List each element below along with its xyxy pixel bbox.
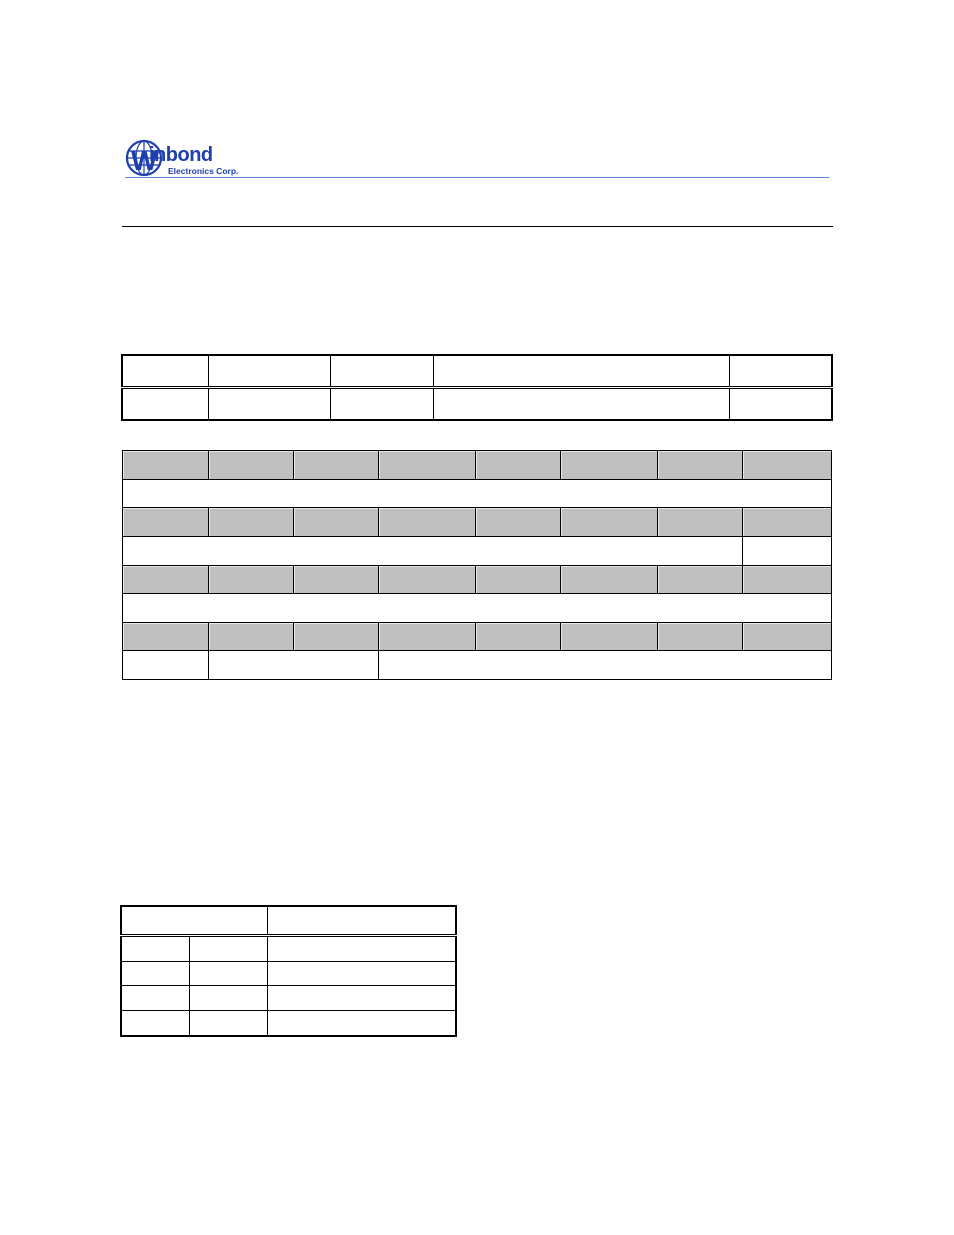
bit-cell [123, 508, 209, 537]
table-cell [122, 388, 208, 421]
field-row [123, 594, 832, 623]
bit-cell [123, 451, 209, 480]
bit-header-row [123, 451, 832, 480]
setting-table [120, 905, 457, 1037]
bit-cell [476, 565, 561, 594]
bit-cell [294, 508, 379, 537]
field-cell [123, 479, 832, 508]
table-cell [730, 388, 832, 421]
bit-cell [209, 622, 294, 651]
bit-cell [743, 565, 832, 594]
bit-cell [561, 622, 658, 651]
table-cell [121, 961, 189, 986]
table-row [121, 935, 456, 961]
field-row [123, 536, 832, 565]
bit-cell [658, 508, 743, 537]
field-cell [379, 651, 832, 680]
field-row [123, 651, 832, 680]
bit-cell [743, 508, 832, 537]
bit-cell [658, 451, 743, 480]
bit-cell [123, 565, 209, 594]
table-cell [267, 1011, 456, 1036]
bit-cell [658, 565, 743, 594]
bit-cell [379, 508, 476, 537]
table-cell [267, 961, 456, 986]
table-row [121, 1011, 456, 1036]
field-cell [209, 651, 379, 680]
table-cell [267, 935, 456, 961]
bit-header-row [123, 508, 832, 537]
bit-cell [379, 565, 476, 594]
logo-initial: W [131, 145, 158, 176]
table-row [121, 961, 456, 986]
section-divider [122, 226, 833, 227]
bit-cell [123, 622, 209, 651]
table-cell [208, 388, 330, 421]
bit-cell [658, 622, 743, 651]
table-cell [434, 388, 730, 421]
field-cell [123, 594, 832, 623]
table-cell [189, 1011, 267, 1036]
table-row [122, 388, 832, 421]
bit-cell [379, 451, 476, 480]
header-rule [125, 177, 829, 178]
table-cell [121, 986, 189, 1011]
table-header-cell [267, 906, 456, 935]
table-cell [331, 355, 434, 388]
table-cell [434, 355, 730, 388]
bit-cell [476, 451, 561, 480]
field-cell [123, 651, 209, 680]
bit-cell [476, 508, 561, 537]
field-cell [123, 536, 743, 565]
bit-cell [743, 451, 832, 480]
bit-cell [294, 565, 379, 594]
register-table [122, 450, 832, 680]
logo-subtitle: Electronics Corp. [168, 166, 239, 176]
bit-cell [209, 451, 294, 480]
table-cell [121, 1011, 189, 1036]
summary-table [121, 354, 833, 421]
table-cell [730, 355, 832, 388]
bit-cell [561, 451, 658, 480]
table-row [122, 355, 832, 388]
table-cell [331, 388, 434, 421]
table-cell [121, 935, 189, 961]
table-cell [122, 355, 208, 388]
field-cell [743, 536, 832, 565]
bit-cell [561, 565, 658, 594]
winbond-logo [125, 138, 255, 180]
bit-header-row [123, 622, 832, 651]
table-cell [267, 986, 456, 1011]
bit-cell [294, 622, 379, 651]
table-cell [189, 986, 267, 1011]
table-header-row [121, 906, 456, 935]
table-header-cell [121, 906, 267, 935]
table-cell [189, 935, 267, 961]
bit-cell [294, 451, 379, 480]
table-cell [189, 961, 267, 986]
table-row [121, 986, 456, 1011]
logo-brand-text: inbond [149, 144, 213, 166]
bit-cell [743, 622, 832, 651]
field-row [123, 479, 832, 508]
bit-header-row [123, 565, 832, 594]
bit-cell [476, 622, 561, 651]
bit-cell [379, 622, 476, 651]
bit-cell [561, 508, 658, 537]
bit-cell [209, 565, 294, 594]
bit-cell [209, 508, 294, 537]
table-cell [208, 355, 330, 388]
